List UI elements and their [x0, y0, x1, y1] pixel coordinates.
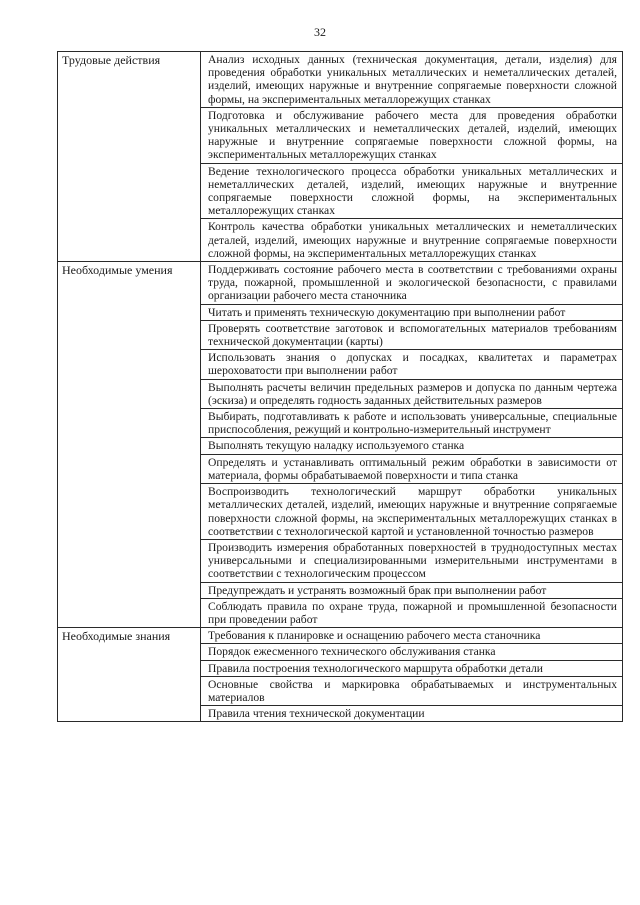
skill-item: Использовать знания о допусках и посадках, квалитетах и параметрах шероховатости при выполнении работ: [201, 350, 622, 379]
skill-item: Производить измерения обработанных поверхностей в труднодоступных местах универсальными и специализированными измерительными инструментами в соответствии с технологическим процессом: [201, 540, 622, 583]
section-skills: [58, 262, 623, 628]
section-items: [201, 628, 623, 722]
section-label: Необходимые знания: [58, 628, 201, 722]
skill-item: Проверять соответствие заготовок и вспомогательных материалов требованиям технической документации (карты): [201, 321, 622, 350]
skill-item: Воспроизводить технологический маршрут обработки уникальных металлических деталей, изделий, имеющих наружные и внутренние сопрягаемые поверхности сложной формы, на экспериментальных металлорежущих станках в соответствии с технологической картой и установленной точностью размеров: [201, 484, 622, 540]
knowledge-item: Основные свойства и маркировка обрабатываемых и инструментальных материалов: [201, 677, 622, 706]
skill-item: Выполнять текущую наладку используемого станка: [201, 438, 622, 454]
skill-item: Читать и применять техническую документацию при выполнении работ: [201, 305, 622, 321]
section-knowledge: [58, 628, 623, 722]
skill-item: Определять и устанавливать оптимальный режим обработки в зависимости от материала, формы обрабатываемой поверхности и типа станка: [201, 455, 622, 484]
skill-item: Выбирать, подготавливать к работе и использовать универсальные, специальные приспособления, режущий и контрольно-измерительный инструмент: [201, 409, 622, 438]
skill-item: Поддерживать состояние рабочего места в соответствии с требованиями охраны труда, пожарной, промышленной и экологической безопасности, с правилами организации рабочего места станочника: [201, 262, 622, 305]
section-items: [201, 52, 623, 262]
knowledge-item: Требования к планировке и оснащению рабочего места станочника: [201, 628, 622, 644]
skill-item: Соблюдать правила по охране труда, пожарной и промышленной безопасности при проведении работ: [208, 599, 617, 626]
knowledge-item: Порядок ежесменного технического обслуживания станка: [201, 644, 622, 660]
section-label: Необходимые умения: [58, 262, 201, 628]
section-labor-actions: [58, 52, 623, 262]
labor-action-item: Ведение технологического процесса обработки уникальных металлических и неметаллических деталей, изделий, имеющих наружные и внутренние сопрягаемые поверхности сложной формы, на экспериментальных металлорежущих станках: [201, 164, 622, 220]
labor-action-item: Подготовка и обслуживание рабочего места для проведения обработки уникальных металлических и неметаллических деталей, изделий, имеющих наружные и внутренние сопрягаемые поверхности сложной формы, на экспериментальных металлорежущих станках: [201, 108, 622, 164]
knowledge-item: Правила чтения технической документации: [208, 707, 425, 721]
page-number: 32: [314, 25, 326, 39]
section-label: Трудовые действия: [58, 52, 201, 262]
skill-item: Предупреждать и устранять возможный брак при выполнении работ: [201, 583, 622, 599]
skill-item: Выполнять расчеты величин предельных размеров и допуска по данным чертежа (эскиза) и определять годность заданных действительных размеров: [201, 380, 622, 409]
qualification-table: [57, 51, 623, 722]
labor-action-item: Контроль качества обработки уникальных металлических и неметаллических деталей, изделий, имеющих наружные и внутренние сопрягаемые поверхности сложной формы, на экспериментальных металлорежущих станках: [208, 220, 617, 260]
labor-action-item: Анализ исходных данных (техническая документация, детали, изделия) для проведения обработки уникальных металлических и неметаллических деталей, изделий, имеющих наружные и внутренние сопрягаемые поверхности сложной формы, на экспериментальных металлорежущих станках: [201, 52, 622, 108]
knowledge-item: Правила построения технологического маршрута обработки детали: [201, 661, 622, 677]
section-items: [201, 262, 623, 628]
